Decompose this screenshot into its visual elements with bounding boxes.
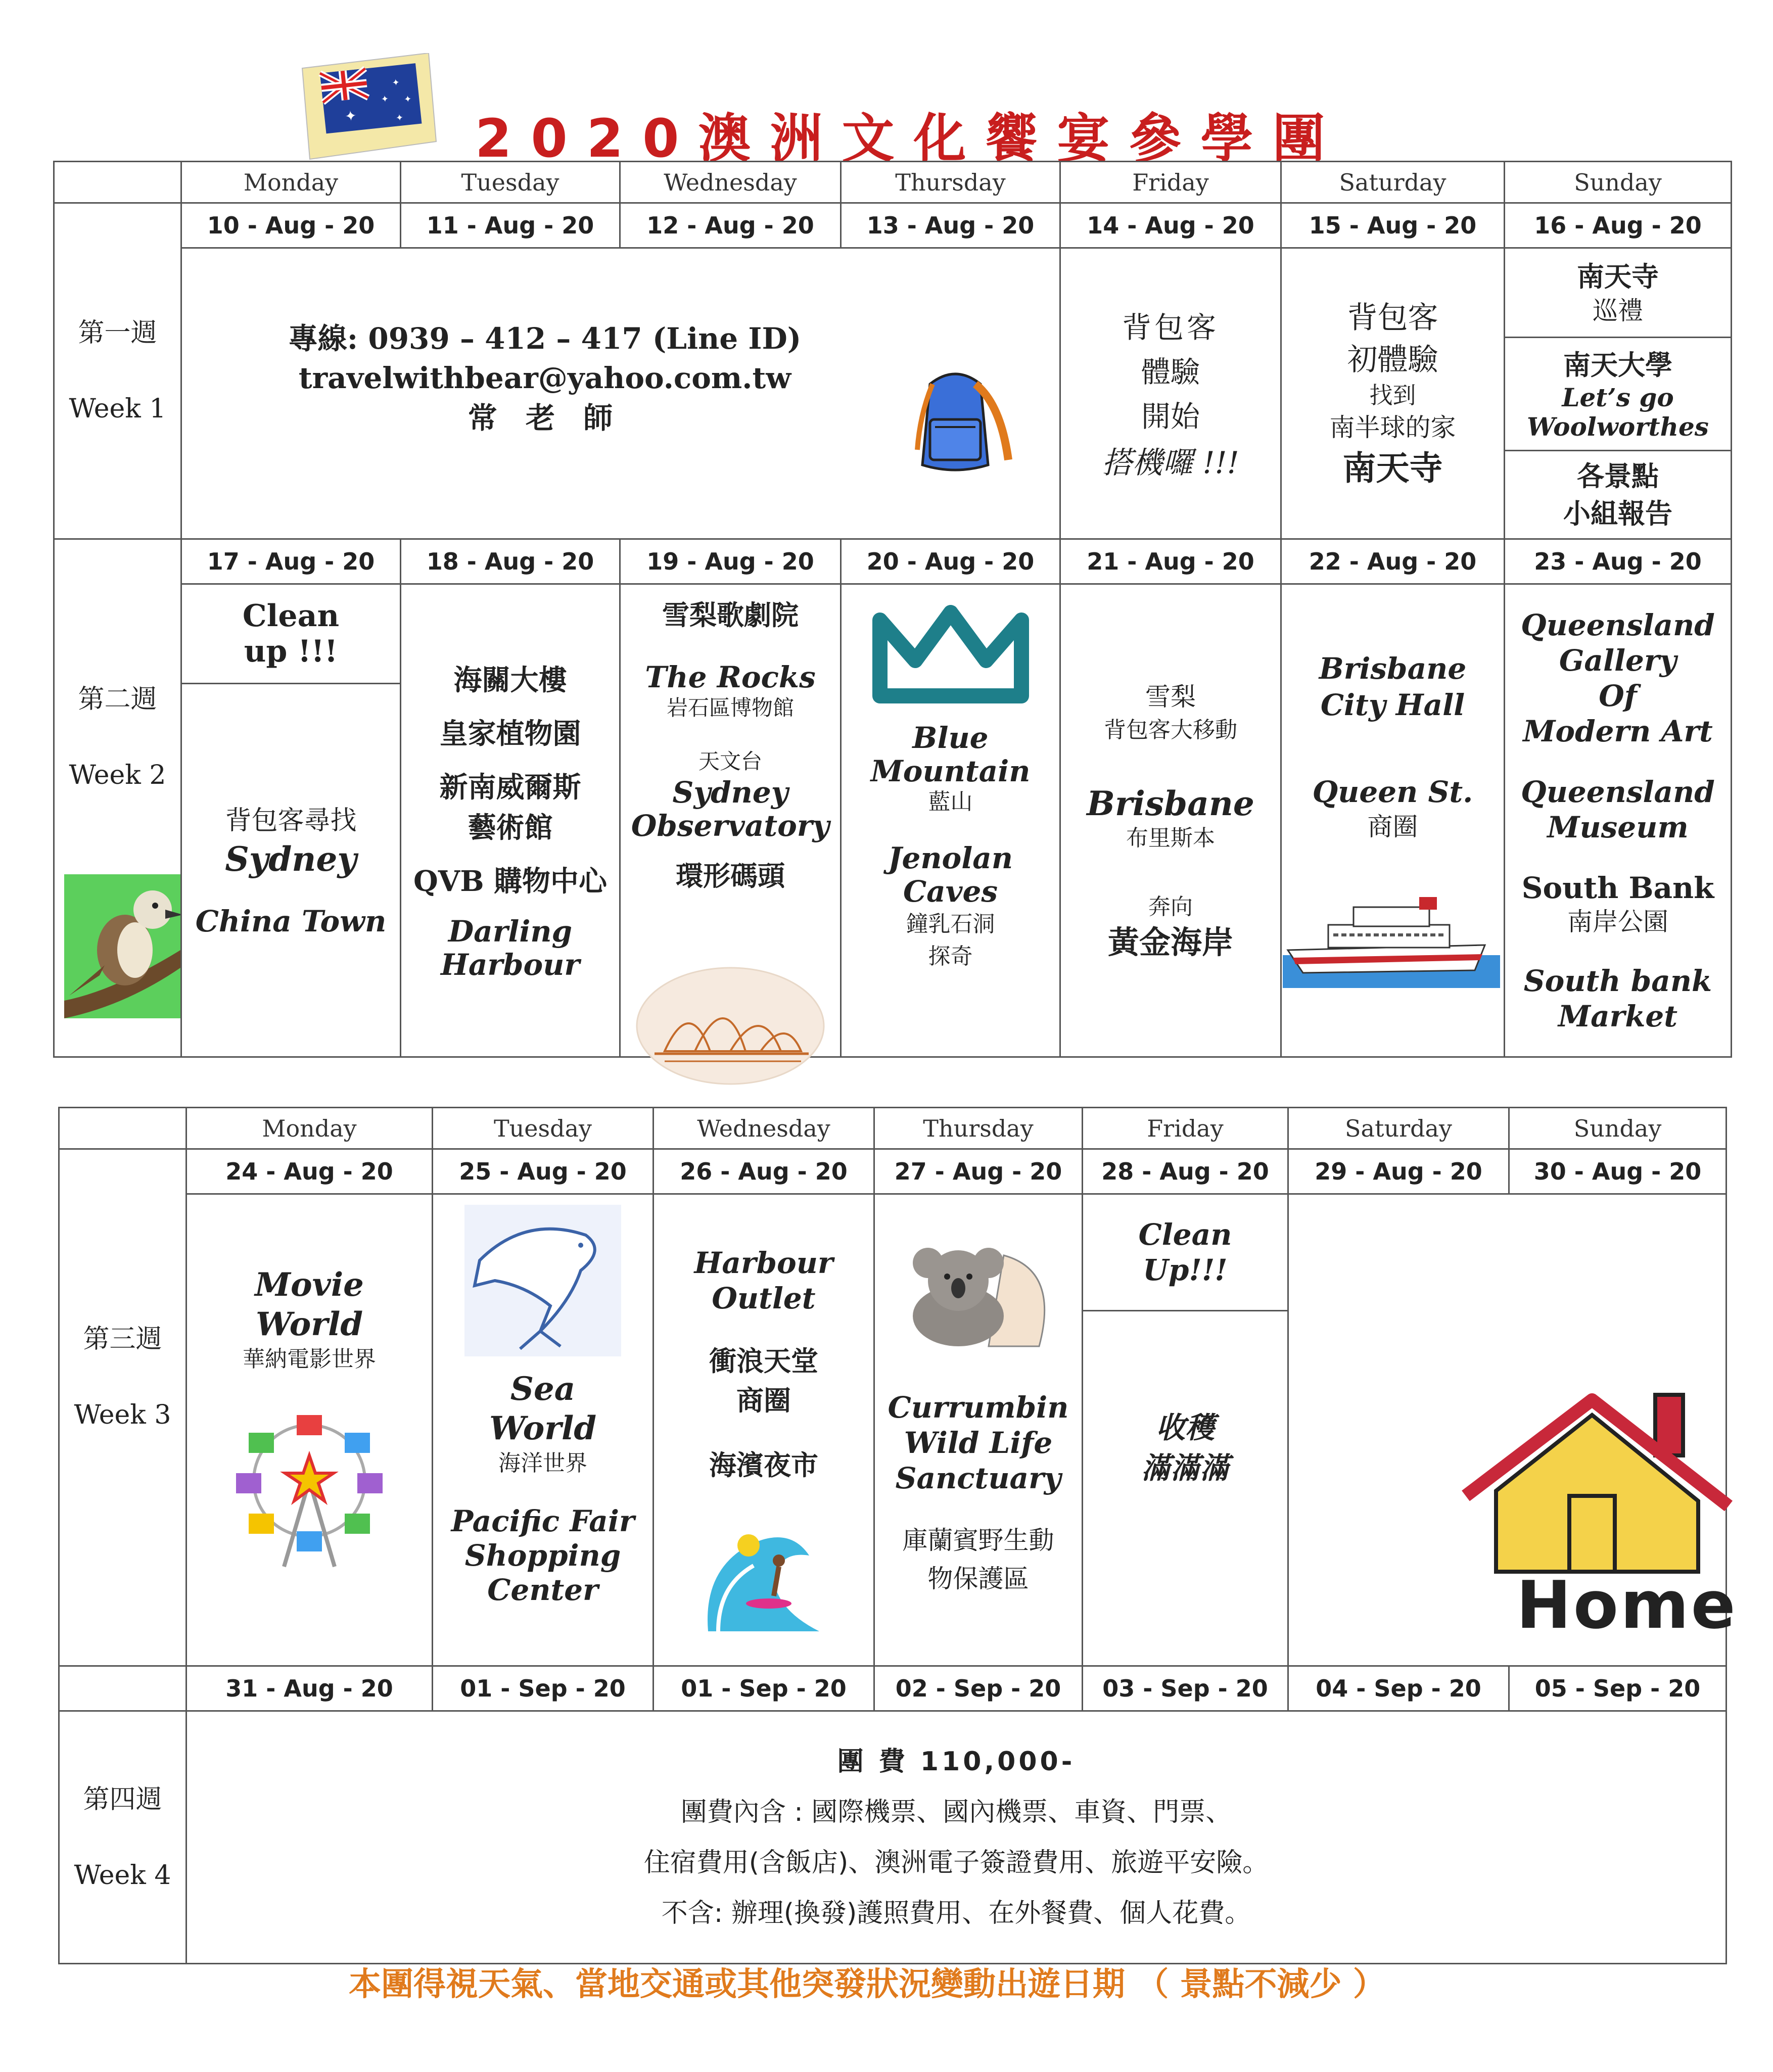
activity-text: Sanctuary bbox=[895, 1461, 1061, 1495]
day-name-label: Sunday bbox=[1573, 1114, 1662, 1142]
day-name bbox=[652, 1107, 875, 1150]
activity-text: Outlet bbox=[712, 1281, 816, 1315]
date-cell bbox=[432, 1148, 654, 1195]
contact-email: travelwithbear@yahoo.com.tw bbox=[298, 360, 791, 395]
date-label: 22 - Aug - 20 bbox=[1309, 548, 1477, 575]
activity-text: Blue bbox=[912, 721, 989, 755]
date-label: 20 - Aug - 20 bbox=[866, 548, 1035, 575]
activity-cell-fri-w1 bbox=[1059, 247, 1282, 540]
day-name bbox=[1082, 1107, 1289, 1150]
date-label: 30 - Aug - 20 bbox=[1533, 1158, 1702, 1185]
activity-text: 商圈 bbox=[1367, 812, 1418, 841]
activity-text: 南天大學 bbox=[1563, 348, 1672, 381]
date-label: 31 - Aug - 20 bbox=[225, 1675, 393, 1702]
week-label bbox=[58, 1710, 187, 1964]
date-cell bbox=[185, 1148, 433, 1195]
activity-text: 初體驗 bbox=[1347, 342, 1438, 378]
date-cell bbox=[1508, 1148, 1727, 1195]
day-name bbox=[1508, 1107, 1727, 1150]
page-title: 2020澳洲文化饗宴參學團 bbox=[475, 108, 1344, 169]
date-cell bbox=[652, 1148, 875, 1195]
corner-cell bbox=[53, 161, 182, 204]
date-cell bbox=[873, 1148, 1083, 1195]
day-name bbox=[1280, 161, 1505, 204]
activity-text: 探奇 bbox=[928, 944, 973, 969]
date-label: 04 - Sep - 20 bbox=[1316, 1675, 1481, 1702]
svg-text:✦: ✦ bbox=[381, 93, 390, 105]
activity-text: Mountain bbox=[870, 754, 1031, 788]
activity-text: 衝浪天堂 bbox=[709, 1345, 818, 1377]
activity-text: The Rocks bbox=[645, 660, 816, 694]
activity-cell-mon-w2-b bbox=[180, 683, 401, 1058]
date-cell bbox=[840, 538, 1061, 585]
date-cell bbox=[1287, 1665, 1510, 1712]
activity-text: Darling bbox=[448, 914, 573, 949]
activity-text: 庫蘭賓野生動 bbox=[902, 1526, 1054, 1555]
date-cell bbox=[400, 202, 621, 249]
activity-cell-fri-w2 bbox=[1059, 583, 1282, 1058]
dolphin-icon bbox=[464, 1205, 621, 1356]
fee-includes-cont: 住宿費用(含飯店)、澳洲電子簽證費用、旅遊平安險。 bbox=[643, 1847, 1269, 1878]
activity-text: Museum bbox=[1547, 810, 1689, 844]
activity-cell-thu-w2 bbox=[840, 583, 1061, 1058]
date-label: 11 - Aug - 20 bbox=[426, 212, 594, 239]
activity-cell-tue-w3 bbox=[432, 1193, 654, 1667]
kookaburra-icon bbox=[64, 874, 180, 1018]
activity-text: 收穫 bbox=[1155, 1410, 1215, 1445]
day-name-label: Saturday bbox=[1345, 1114, 1452, 1142]
date-label: 23 - Aug - 20 bbox=[1534, 548, 1702, 575]
activity-text: Shopping bbox=[464, 1538, 621, 1573]
day-name-label: Wednesday bbox=[697, 1114, 830, 1142]
svg-text:✦: ✦ bbox=[344, 107, 358, 125]
activity-text: 各景點 bbox=[1577, 460, 1659, 492]
activity-text: Harbour bbox=[441, 947, 580, 982]
activity-text: 滿滿滿 bbox=[1141, 1451, 1229, 1485]
date-cell bbox=[1508, 1665, 1727, 1712]
day-name bbox=[400, 161, 621, 204]
koala-icon bbox=[888, 1240, 1069, 1351]
activity-text: 黃金海岸 bbox=[1107, 923, 1233, 961]
activity-text: Harbour bbox=[694, 1246, 833, 1280]
svg-text:✦: ✦ bbox=[391, 77, 400, 89]
day-name-label: Thursday bbox=[895, 168, 1006, 196]
activity-cell-wed-w3 bbox=[652, 1193, 875, 1667]
activity-text: 找到 bbox=[1369, 381, 1416, 409]
date-label: 27 - Aug - 20 bbox=[894, 1158, 1062, 1185]
activity-text: 海洋世界 bbox=[498, 1450, 587, 1476]
crown-mountain-icon bbox=[867, 585, 1034, 721]
contact-teacher: 常 老 師 bbox=[468, 400, 622, 435]
day-name-label: Thursday bbox=[923, 1114, 1034, 1142]
fee-excludes: 不含: 辦理(換發)護照費用、在外餐費、個人花費。 bbox=[661, 1898, 1251, 1928]
day-name bbox=[1287, 1107, 1510, 1150]
activity-text: Currumbin bbox=[888, 1390, 1069, 1425]
activity-text: 新南威爾斯 bbox=[439, 770, 581, 804]
activity-text: Queensland bbox=[1521, 607, 1715, 642]
activity-text: Clean bbox=[242, 598, 340, 634]
date-label: 05 - Sep - 20 bbox=[1534, 1675, 1701, 1702]
activity-text: 皇家植物園 bbox=[439, 717, 581, 750]
date-label: 21 - Aug - 20 bbox=[1087, 548, 1254, 575]
date-cell bbox=[1287, 1148, 1510, 1195]
activity-text: Sydney bbox=[225, 839, 357, 879]
date-label: 01 - Sep - 20 bbox=[681, 1675, 847, 1702]
date-label: 13 - Aug - 20 bbox=[866, 212, 1035, 239]
day-name-label: Tuesday bbox=[461, 168, 559, 196]
activity-text: 南岸公園 bbox=[1567, 907, 1668, 936]
activity-cell-sat-w1 bbox=[1280, 247, 1505, 540]
date-label: 14 - Aug - 20 bbox=[1087, 212, 1254, 239]
backpack-icon bbox=[900, 364, 1021, 480]
activity-text: Let’s go bbox=[1562, 382, 1674, 412]
date-label: 12 - Aug - 20 bbox=[646, 212, 814, 239]
surfer-icon bbox=[703, 1510, 824, 1636]
activity-cell-sun-w1-a bbox=[1504, 247, 1732, 338]
activity-text: Movie bbox=[255, 1266, 364, 1304]
australia-flag-icon bbox=[292, 53, 439, 162]
ferris-wheel-icon bbox=[234, 1405, 385, 1572]
activity-text: 雪梨 bbox=[1145, 682, 1196, 712]
activity-text: City Hall bbox=[1320, 688, 1465, 722]
activity-text: 背包客尋找 bbox=[225, 806, 357, 836]
day-name-label: Tuesday bbox=[494, 1114, 592, 1142]
date-cell bbox=[619, 538, 842, 585]
activity-text: South bank bbox=[1523, 963, 1712, 998]
date-cell bbox=[432, 1665, 654, 1712]
activity-text: Woolworthes bbox=[1527, 411, 1709, 442]
opera-house-icon bbox=[634, 965, 826, 1087]
activity-text: Wild Life bbox=[904, 1426, 1053, 1460]
date-label: 02 - Sep - 20 bbox=[895, 1675, 1061, 1702]
corner-cell bbox=[58, 1665, 187, 1712]
day-name bbox=[840, 161, 1061, 204]
date-label: 15 - Aug - 20 bbox=[1309, 212, 1477, 239]
activity-text: Jenolan bbox=[888, 841, 1013, 875]
day-name bbox=[619, 161, 842, 204]
week-label bbox=[58, 1148, 187, 1667]
week-label-zh: 第四週 bbox=[83, 1784, 162, 1815]
contact-phone: 專線: 0939 – 412 – 417 (Line ID) bbox=[288, 321, 802, 356]
activity-text: Queensland bbox=[1521, 774, 1715, 809]
activity-text: China Town bbox=[195, 904, 387, 938]
day-name-label: Saturday bbox=[1339, 168, 1447, 196]
date-cell bbox=[1082, 1665, 1289, 1712]
day-name bbox=[185, 1107, 433, 1150]
activity-text: 背包客 bbox=[1122, 310, 1219, 345]
activity-text: 天文台 bbox=[698, 749, 762, 774]
date-label: 19 - Aug - 20 bbox=[646, 548, 814, 575]
fee-cell bbox=[185, 1710, 1727, 1964]
date-cell bbox=[1504, 538, 1732, 585]
date-cell bbox=[1504, 202, 1732, 249]
date-label: 18 - Aug - 20 bbox=[426, 548, 594, 575]
activity-cell-thu-w3 bbox=[873, 1193, 1083, 1667]
activity-cell-sun-w1-c bbox=[1504, 450, 1732, 540]
activity-text: up !!! bbox=[244, 634, 338, 669]
activity-text: Sea bbox=[510, 1370, 576, 1408]
day-name-label: Friday bbox=[1147, 1114, 1224, 1142]
day-name bbox=[180, 161, 401, 204]
activity-text: World bbox=[489, 1409, 597, 1447]
activity-text: 華納電影世界 bbox=[243, 1346, 376, 1372]
activity-text: 藝術館 bbox=[468, 811, 553, 844]
day-name bbox=[1059, 161, 1282, 204]
date-cell bbox=[1059, 538, 1282, 585]
week-label-zh: 第三週 bbox=[83, 1324, 162, 1354]
activity-cell-tue-w2 bbox=[400, 583, 621, 1058]
date-cell bbox=[619, 202, 842, 249]
activity-text: 物保護區 bbox=[927, 1564, 1029, 1593]
activity-text: 背包客 bbox=[1347, 300, 1438, 336]
date-cell bbox=[840, 202, 1061, 249]
activity-text: Center bbox=[487, 1573, 598, 1607]
activity-cell-sun-w2 bbox=[1504, 583, 1732, 1058]
activity-cell-mon-w3 bbox=[185, 1193, 433, 1667]
activity-text: Gallery bbox=[1559, 643, 1677, 678]
activity-text: 奔向 bbox=[1148, 893, 1193, 920]
date-cell bbox=[180, 202, 401, 249]
svg-text:✦: ✦ bbox=[395, 112, 404, 124]
activity-text: 藍山 bbox=[928, 789, 973, 815]
activity-text: Clean bbox=[1138, 1217, 1232, 1252]
corner-cell bbox=[58, 1107, 187, 1150]
footer-note: 本團得視天氣、當地交通或其他突發狀況變動出遊日期 （ 景點不減少 ） bbox=[349, 1965, 1385, 2003]
date-cell bbox=[1059, 202, 1282, 249]
activity-text: Up!!! bbox=[1143, 1253, 1228, 1287]
activity-text: 南天寺 bbox=[1342, 448, 1443, 488]
day-name-label: Wednesday bbox=[664, 168, 797, 196]
week-label bbox=[53, 202, 182, 540]
activity-text: 體驗 bbox=[1141, 354, 1200, 389]
activity-cell-sun-w1-b bbox=[1504, 337, 1732, 451]
activity-text: Market bbox=[1558, 999, 1678, 1033]
date-label: 26 - Aug - 20 bbox=[680, 1158, 848, 1185]
activity-text: World bbox=[255, 1305, 363, 1343]
fee-amount: 團 費 110,000- bbox=[837, 1746, 1076, 1777]
activity-text: 巡禮 bbox=[1593, 296, 1643, 325]
date-label: 01 - Sep - 20 bbox=[460, 1675, 626, 1702]
day-name bbox=[1504, 161, 1732, 204]
activity-text: 背包客大移動 bbox=[1104, 717, 1237, 743]
activity-text: Of bbox=[1599, 678, 1637, 713]
date-label: 17 - Aug - 20 bbox=[207, 548, 375, 575]
date-label: 16 - Aug - 20 bbox=[1534, 212, 1702, 239]
date-label: 03 - Sep - 20 bbox=[1102, 1675, 1268, 1702]
fee-includes: 團費內含 : 國際機票、國內機票、車資、門票、 bbox=[680, 1797, 1232, 1827]
activity-text: QVB 購物中心 bbox=[413, 864, 608, 898]
activity-text: 南天寺 bbox=[1577, 260, 1659, 293]
week-label-en: Week 1 bbox=[69, 394, 166, 424]
date-label: 24 - Aug - 20 bbox=[225, 1158, 393, 1185]
activity-text: 南半球的家 bbox=[1329, 412, 1456, 442]
week-label-en: Week 2 bbox=[69, 760, 166, 790]
activity-text: 海濱夜市 bbox=[709, 1449, 818, 1481]
week-label-zh: 第二週 bbox=[78, 684, 157, 715]
date-cell bbox=[873, 1665, 1083, 1712]
day-name-label: Friday bbox=[1132, 168, 1209, 196]
date-cell bbox=[400, 538, 621, 585]
activity-text: 開始 bbox=[1141, 399, 1200, 434]
day-name-label: Sunday bbox=[1574, 168, 1662, 196]
activity-text: 布里斯本 bbox=[1126, 825, 1215, 851]
date-label: 25 - Aug - 20 bbox=[459, 1158, 627, 1185]
activity-text: 搭機囉 !!! bbox=[1102, 445, 1239, 481]
cruise-ship-icon bbox=[1283, 894, 1500, 988]
activity-text: South Bank bbox=[1521, 870, 1714, 905]
activity-cell-fri-w3-a bbox=[1082, 1193, 1289, 1311]
date-cell bbox=[1280, 538, 1505, 585]
date-label: 28 - Aug - 20 bbox=[1101, 1158, 1269, 1185]
day-name bbox=[873, 1107, 1083, 1150]
date-label: 10 - Aug - 20 bbox=[207, 212, 375, 239]
week-label-en: Week 4 bbox=[74, 1860, 171, 1891]
activity-text: Sydney bbox=[672, 775, 788, 810]
week-label-en: Week 3 bbox=[74, 1400, 171, 1430]
day-name-label: Monday bbox=[262, 1114, 357, 1142]
date-cell bbox=[652, 1665, 875, 1712]
day-name bbox=[432, 1107, 654, 1150]
activity-text: Observatory bbox=[631, 809, 830, 843]
activity-text: Caves bbox=[903, 874, 998, 909]
activity-cell-mon-w2-a bbox=[180, 583, 401, 684]
activity-text: 海關大樓 bbox=[453, 663, 567, 697]
date-cell bbox=[1082, 1148, 1289, 1195]
activity-text: Queen St. bbox=[1312, 775, 1473, 809]
activity-text: Pacific Fair bbox=[451, 1504, 635, 1538]
date-cell bbox=[185, 1665, 433, 1712]
week-label-zh: 第一週 bbox=[78, 318, 157, 348]
activity-text: Brisbane bbox=[1319, 651, 1467, 686]
activity-text: Modern Art bbox=[1523, 714, 1713, 748]
activity-text: 雪梨歌劇院 bbox=[662, 599, 799, 631]
day-name-label: Monday bbox=[243, 168, 339, 196]
date-cell bbox=[1280, 202, 1505, 249]
activity-text: Brisbane bbox=[1087, 783, 1254, 823]
activity-text: 岩石區博物館 bbox=[666, 695, 794, 720]
activity-text: 環形碼頭 bbox=[676, 860, 785, 892]
date-label: 29 - Aug - 20 bbox=[1315, 1158, 1482, 1185]
activity-text: 商圈 bbox=[736, 1384, 791, 1417]
date-cell bbox=[180, 538, 401, 585]
activity-cell-fri-w3-b bbox=[1082, 1310, 1289, 1667]
svg-text:✦: ✦ bbox=[403, 93, 412, 105]
activity-text: 小組報告 bbox=[1563, 497, 1672, 530]
activity-text: 鐘乳石洞 bbox=[906, 911, 995, 937]
home-label: Home bbox=[1516, 1567, 1738, 1643]
